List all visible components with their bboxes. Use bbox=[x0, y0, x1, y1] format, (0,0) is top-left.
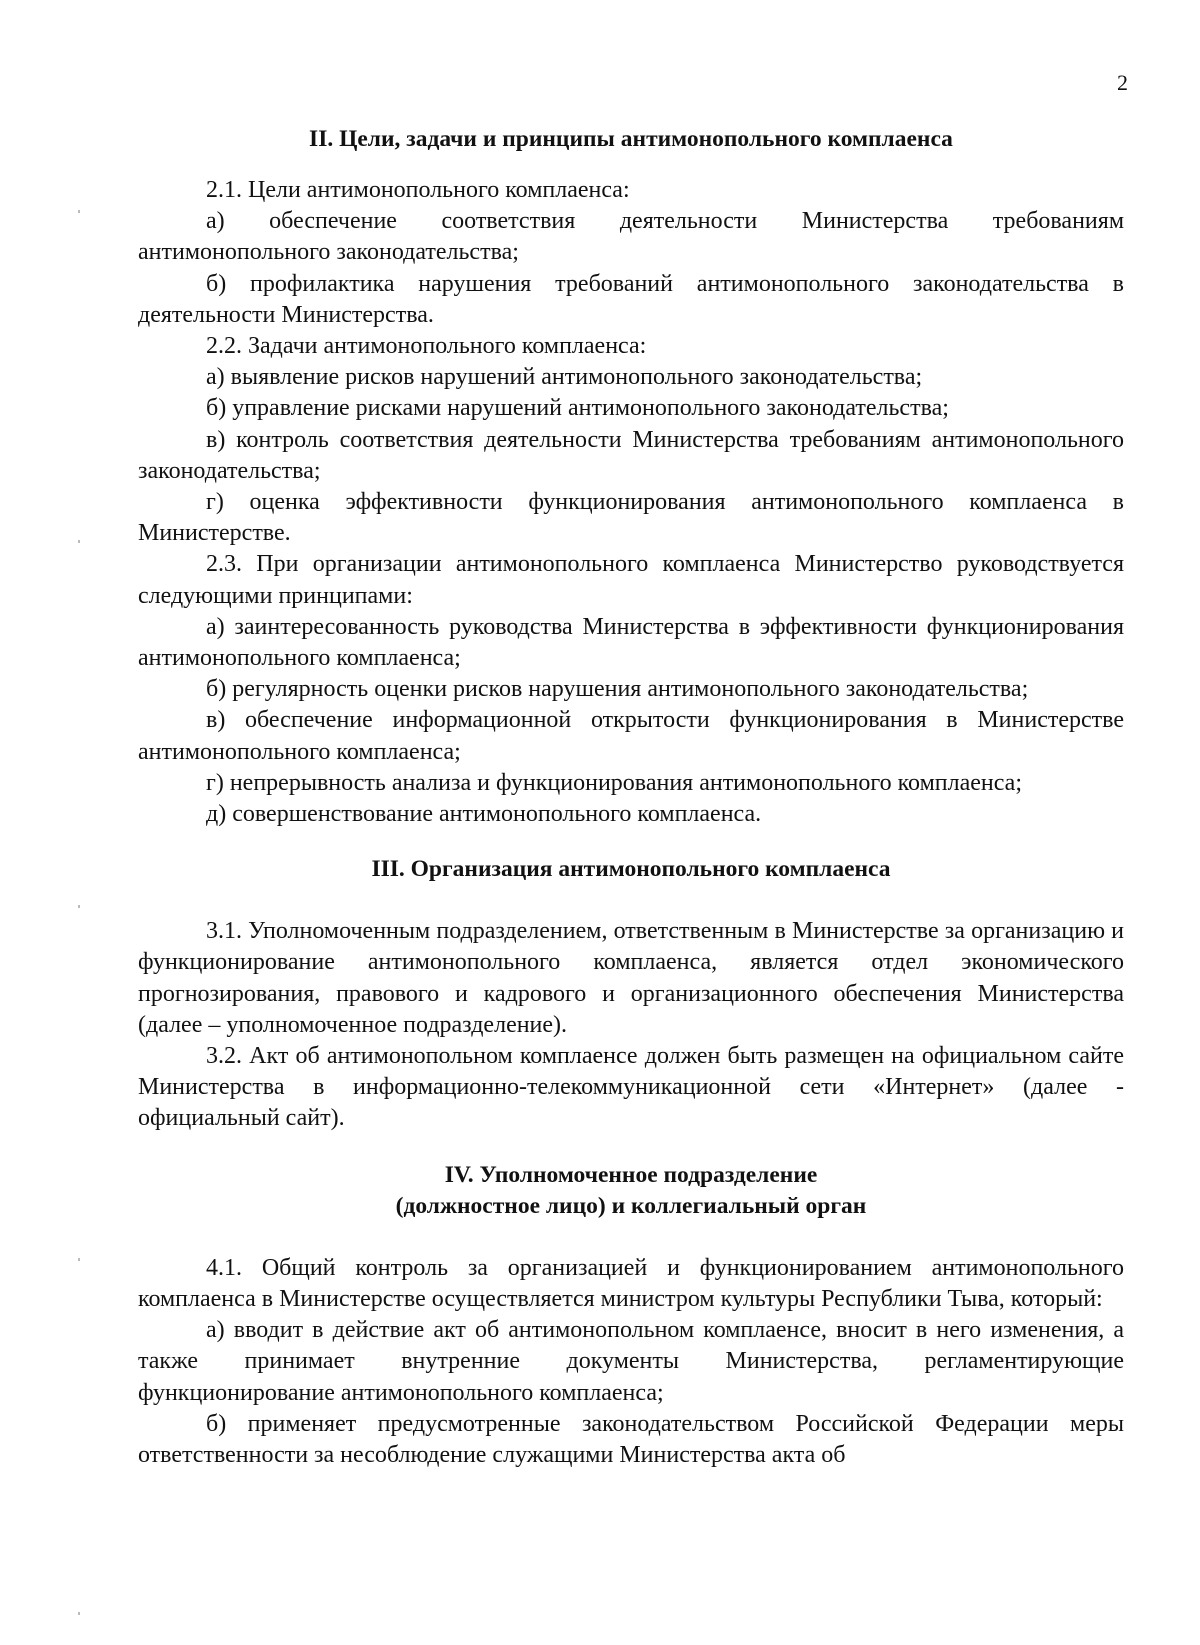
paragraph-2-1-a: а) обеспечение соответствия деятельности Министерства требованиям антимонопольного законодательства; bbox=[138, 208, 1124, 266]
scan-artifact bbox=[78, 540, 80, 543]
scan-artifact bbox=[78, 210, 80, 213]
section-4-heading-line-1: IV. Уполномоченное подразделение bbox=[444, 1161, 818, 1188]
paragraph-3-2: 3.2. Акт об антимонопольном комплаенсе должен быть размещен на официальном сайте Министерства в информационно-телекоммуникационной сети «Интернет» (далее - официальный сайт). bbox=[138, 1043, 1124, 1132]
paragraph-4-1-a: а) вводит в действие акт об антимонопольном комплаенсе, вносит в него изменения, а также принимает внутренние документы Министерства, регламентирующие функционирование антимонопольного комплаенса; bbox=[138, 1317, 1124, 1406]
paragraph-2-3-d: д) совершенствование антимонопольного комплаенса. bbox=[206, 801, 762, 828]
paragraph-4-1-b: б) применяет предусмотренные законодательством Российской Федерации меры ответственности за несоблюдение служащими Министерства акта об bbox=[138, 1410, 1124, 1468]
section-3-heading: III. Организация антимонопольного комплаенса bbox=[371, 856, 891, 883]
paragraph-2-1: 2.1. Цели антимонопольного комплаенса: bbox=[206, 177, 630, 203]
paragraph-4-1: 4.1. Общий контроль за организацией и функционированием антимонопольного комплаенса в Министерстве осуществляется министром культуры Республики Тыва, который: bbox=[138, 1254, 1124, 1312]
paragraph-2-2-a: а) выявление рисков нарушений антимонопольного законодательства; bbox=[206, 364, 923, 391]
paragraph-2-3: 2.3. При организации антимонопольного комплаенса Министерство руководствуется следующими принципами: bbox=[138, 551, 1124, 609]
paragraph-2-2: 2.2. Задачи антимонопольного комплаенса: bbox=[206, 333, 647, 360]
paragraph-2-1-b: б) профилактика нарушения требований антимонопольного законодательства в деятельности Министерства. bbox=[138, 270, 1124, 328]
paragraph-2-2-v: в) контроль соответствия деятельности Министерства требованиям антимонопольного законодательства; bbox=[138, 426, 1124, 484]
paragraph-2-2-g: г) оценка эффективности функционирования антимонопольного комплаенса в Министерстве. bbox=[138, 489, 1124, 547]
section-2-heading: II. Цели, задачи и принципы антимонопольного комплаенса bbox=[309, 126, 953, 152]
scan-artifact bbox=[78, 1258, 80, 1261]
document-body bbox=[138, 124, 1124, 1471]
paragraph-2-3-a: а) заинтересованность руководства Министерства в эффективности функционирования антимонопольного комплаенса; bbox=[138, 613, 1124, 672]
scan-artifact bbox=[78, 905, 80, 908]
paragraph-3-1: 3.1. Уполномоченным подразделением, ответственным в Министерстве за организацию и функционирование антимонопольного комплаенса, является отдел экономического прогнозирования, правового и кадрового и организационного обеспечения Министерства (далее – уполномоченное подразделение). bbox=[138, 918, 1124, 1038]
section-4-heading-line-2: (должностное лицо) и коллегиальный орган bbox=[395, 1192, 867, 1219]
paragraph-2-3-b: б) регулярность оценки рисков нарушения антимонопольного законодательства; bbox=[206, 676, 1029, 703]
page-number: 2 bbox=[1117, 70, 1128, 95]
paragraph-2-2-b: б) управление рисками нарушений антимонопольного законодательства; bbox=[206, 395, 949, 422]
paragraph-2-3-g: г) непрерывность анализа и функционирования антимонопольного комплаенса; bbox=[206, 769, 1022, 796]
paragraph-2-3-v: в) обеспечение информационной открытости функционирования в Министерстве антимонопольного комплаенса; bbox=[138, 707, 1124, 765]
scan-artifact bbox=[78, 1612, 80, 1615]
